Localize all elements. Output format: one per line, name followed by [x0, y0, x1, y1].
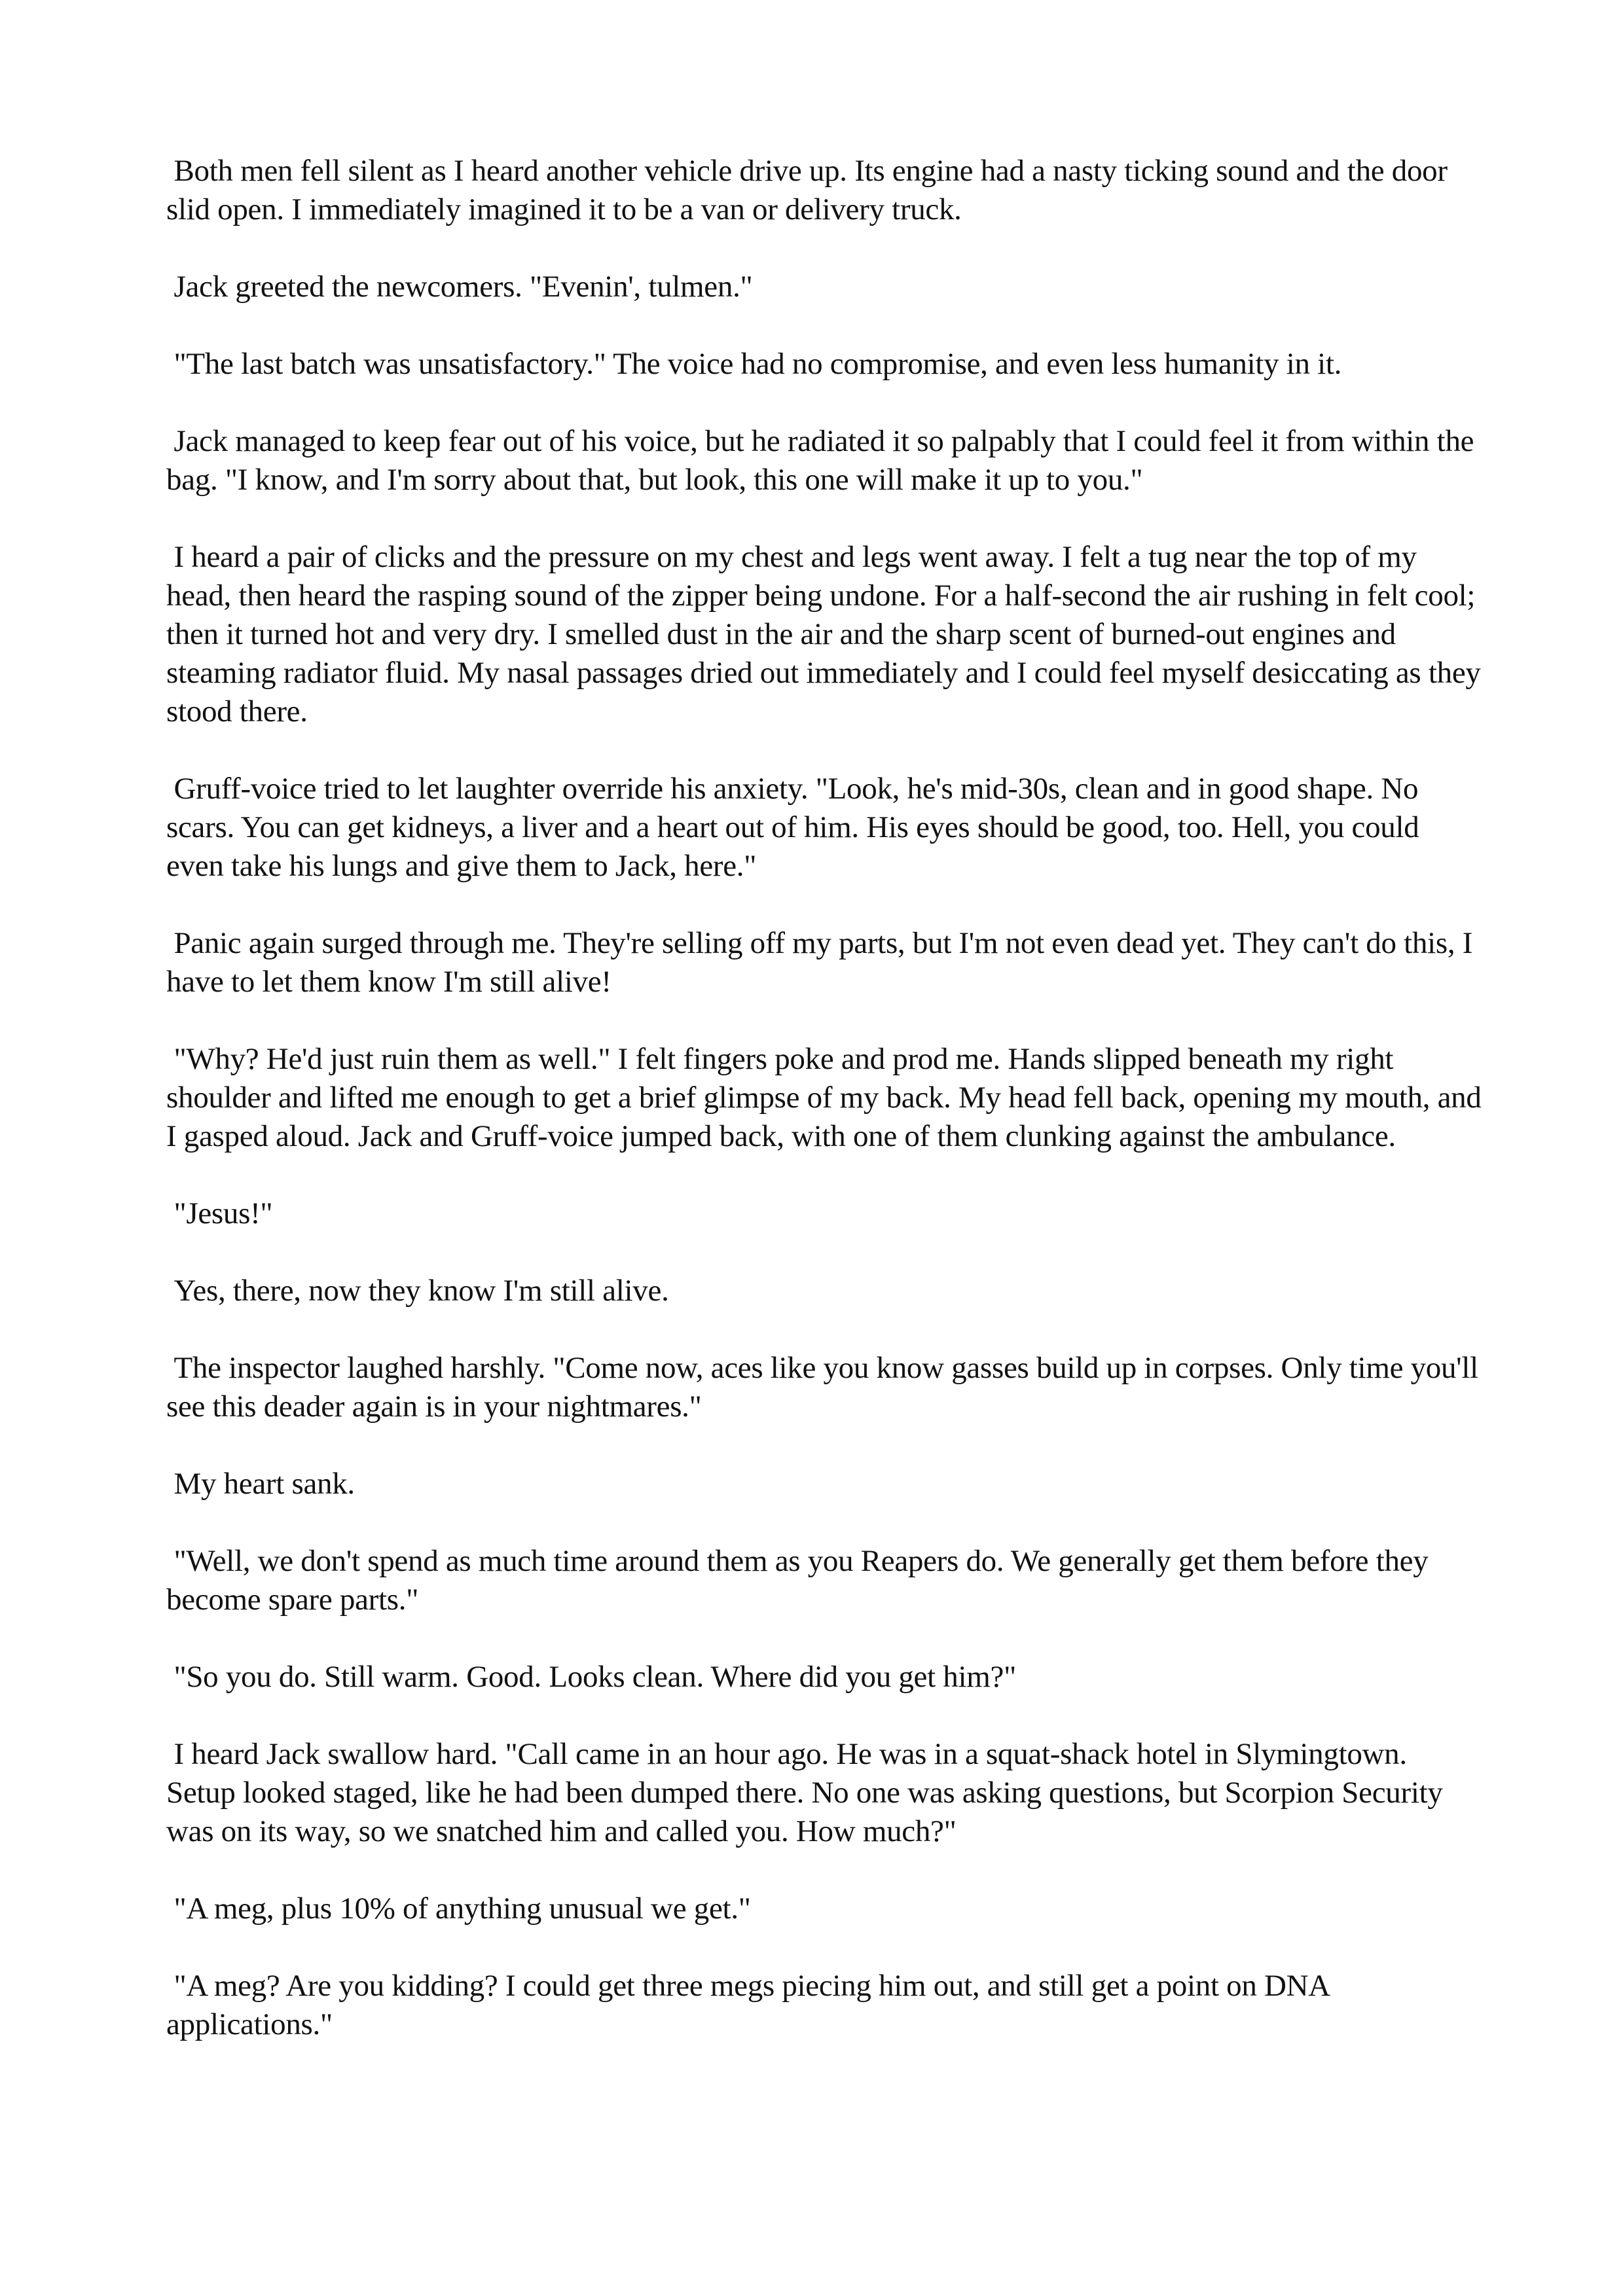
paragraph: "Well, we don't spend as much time around them as you Reapers do. We generally get them before they become spare parts."	[166, 1544, 1429, 1617]
paragraph: I heard a pair of clicks and the pressure on my chest and legs went away. I felt a tug near the top of my head, then heard the rasping sound of the zipper being undone. For a half-second the air rushing in felt cool; then it turned hot and very dry. I smelled dust in the air and the sharp scent of burned-out engines and steaming radiator fluid. My nasal passages dried out immediately and I could feel myself desiccating as they stood there.	[166, 540, 1481, 728]
paragraph: "So you do. Still warm. Good. Looks clean. Where did you get him?"	[173, 1660, 1016, 1694]
paragraph: Panic again surged through me. They're selling off my parts, but I'm not even dead yet. They can't do this, I have to let them know I'm still alive!	[166, 926, 1473, 999]
paragraph: "Jesus!"	[173, 1196, 273, 1230]
paragraph: Yes, there, now they know I'm still alive.	[173, 1274, 669, 1308]
paragraph: "Why? He'd just ruin them as well." I felt fingers poke and prod me. Hands slipped beneath my right shoulder and lifted me enough to get a brief glimpse of my back. My head fell back, opening my mouth, and I gasped aloud. Jack and Gruff-voice jumped back, with one of them clunking against the ambulance.	[166, 1042, 1482, 1153]
paragraph: "The last batch was unsatisfactory." The voice had no compromise, and even less humanity in it.	[173, 347, 1342, 381]
paragraph: Both men fell silent as I heard another vehicle drive up. Its engine had a nasty ticking sound and the door slid open. I immediately imagined it to be a van or delivery truck.	[166, 154, 1448, 226]
paragraph: Gruff-voice tried to let laughter override his anxiety. "Look, he's mid-30s, clean and in good shape. No scars. You can get kidneys, a liver and a heart out of him. His eyes should be good, too. Hell, you could even take his lungs and give them to Jack, here."	[166, 772, 1419, 883]
paragraph: Jack managed to keep fear out of his voice, but he radiated it so palpably that I could feel it from within the bag. "I know, and I'm sorry about that, but look, this one will make it up to you."	[166, 424, 1474, 497]
paragraph: "A meg? Are you kidding? I could get three megs piecing him out, and still get a point on DNA applications."	[166, 1969, 1329, 2041]
paragraph: Jack greeted the newcomers. "Evenin', tulmen."	[173, 270, 753, 304]
paragraph: The inspector laughed harshly. "Come now, aces like you know gasses build up in corpses. Only time you'll see this deader again is in your nightmares."	[166, 1351, 1478, 1424]
paragraph: My heart sank.	[173, 1467, 355, 1501]
paragraph: I heard Jack swallow hard. "Call came in an hour ago. He was in a squat-shack hotel in Slymingtown. Setup looked staged, like he had been dumped there. No one was asking questions, but Scorpion Security was on its way, so we snatched him and called you. How much?"	[166, 1737, 1443, 1848]
paragraph: "A meg, plus 10% of anything unusual we get."	[173, 1892, 751, 1926]
body-text	[166, 152, 1482, 2083]
